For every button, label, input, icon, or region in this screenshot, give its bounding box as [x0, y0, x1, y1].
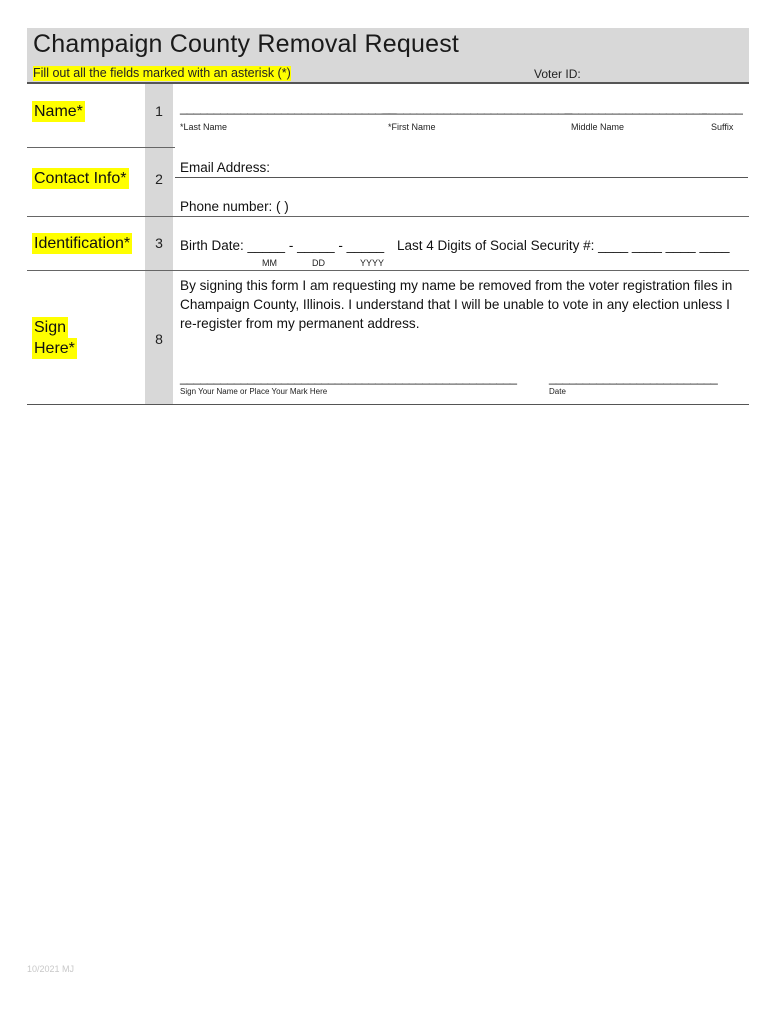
form-instructions: Fill out all the fields marked with an asterisk (*) [33, 66, 291, 80]
row-divider-4 [27, 404, 749, 405]
sign-section-label-line2: Here* [34, 340, 75, 357]
signature-date-field[interactable]: _________________________ [549, 370, 718, 385]
row-divider-2 [27, 216, 749, 217]
form-header [27, 28, 749, 82]
sign-section-label-line1: Sign [34, 319, 67, 336]
removal-statement: By signing this form I am requesting my name be removed from the voter registration files in Champaign County, Illinois. I understand that I will be unable to vote in any election unless I re-register from my permanent address. [180, 278, 733, 331]
row-number-8: 8 [155, 331, 163, 347]
signature-field[interactable]: __________________________________________________ [180, 370, 517, 385]
middle-name-caption: Middle Name [571, 122, 625, 132]
form-title: Champaign County Removal Request [33, 30, 460, 58]
birth-month-caption: MM [262, 258, 277, 268]
email-label: Email Address: [180, 160, 271, 175]
row-divider-1 [27, 147, 175, 148]
last-name-caption: *Last Name [180, 122, 228, 132]
identification-section-label: Identification* [34, 235, 131, 252]
email-input-line[interactable] [175, 177, 748, 178]
birth-year-caption: YYYY [360, 258, 385, 268]
first-name-field[interactable]: ____________________________ [383, 100, 572, 115]
birth-date-field[interactable]: Birth Date: _____ - _____ - _____ [180, 238, 385, 253]
phone-label: Phone number: ( ) [180, 199, 289, 214]
row-number-2: 2 [155, 171, 163, 187]
suffix-field[interactable]: ______ [702, 100, 743, 115]
name-section-label: Name* [34, 103, 83, 120]
date-caption: Date [549, 387, 566, 396]
row-number-3: 3 [155, 235, 163, 251]
voter-id-label: Voter ID: [534, 67, 581, 81]
birth-day-caption: DD [312, 258, 325, 268]
middle-name-field[interactable]: _____________________ [565, 100, 707, 115]
form-version-code: 10/2021 MJ [27, 964, 75, 974]
row-number-1: 1 [155, 103, 163, 119]
ssn-last4-field[interactable]: Last 4 Digits of Social Security #: ____ ____ ____ ____ [397, 238, 730, 253]
last-name-field[interactable]: ________________________________ [180, 100, 396, 115]
header-divider [27, 82, 749, 84]
row-divider-3 [27, 270, 749, 271]
signature-caption: Sign Your Name or Place Your Mark Here [180, 387, 328, 396]
first-name-caption: *First Name [388, 122, 436, 132]
contact-section-label: Contact Info* [34, 170, 127, 187]
suffix-caption: Suffix [711, 122, 734, 132]
